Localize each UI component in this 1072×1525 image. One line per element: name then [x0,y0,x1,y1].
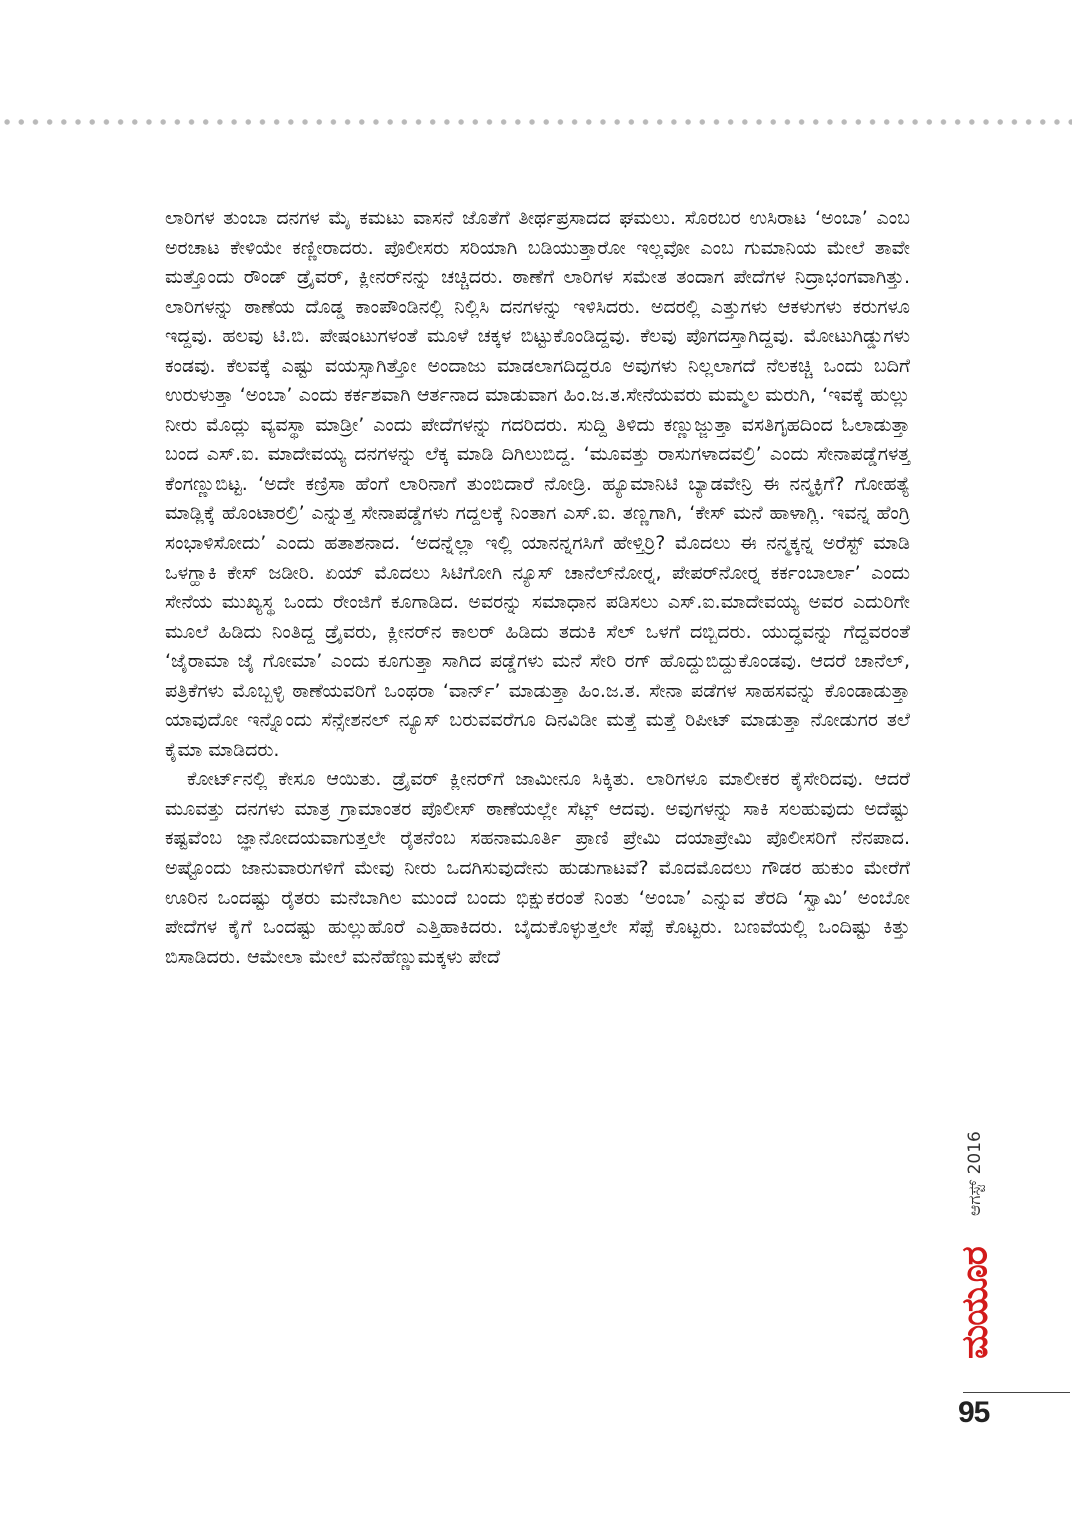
magazine-sidebar [952,1126,998,1372]
footer-rule [963,1392,1070,1393]
paragraph-1: ಲಾರಿಗಳ ತುಂಬಾ ದನಗಳ ಮೈ ಕಮಟು ವಾಸನೆ ಜೊತೆಗೆ ತೀರ್ಥಪ್ರಸಾದದ ಘಮಲು. ಸೊರಬರ ಉಸಿರಾಟ ‘ಅಂಬಾ’ ಎಂಬ ಅರಚಾಟ ಕೇಳಿಯೇ ಕಣ್ಣೀರಾದರು. ಪೊಲೀಸರು ಸರಿಯಾಗಿ ಬಡಿಯುತ್ತಾರೋ ಇಲ್ಲವೋ ಎಂಬ ಗುಮಾನಿಯ ಮೇಲೆ ತಾವೇ ಮತ್ತೊಂದು ರೌಂಡ್ ಡ್ರೈವರ್, ಕ್ಲೀನರ್‌ನನ್ನು ಚಚ್ಚಿದರು. ಠಾಣೆಗೆ ಲಾರಿಗಳ ಸಮೇತ ತಂದಾಗ ಪೇದೆಗಳ ನಿದ್ರಾಭಂಗವಾಗಿತ್ತು. ಲಾರಿಗಳನ್ನು ಠಾಣೆಯ ದೊಡ್ಡ ಕಾಂಪೌಂಡಿನಲ್ಲಿ ನಿಲ್ಲಿಸಿ ದನಗಳನ್ನು ಇಳಿಸಿದರು. ಅದರಲ್ಲಿ ಎತ್ತುಗಳು ಆಕಳುಗಳು ಕರುಗಳೂ ಇದ್ದವು. ಹಲವು ಟಿ.ಬಿ. ಪೇಷಂಟುಗಳಂತೆ ಮೂಳೆ ಚಕ್ಕಳ ಬಿಟ್ಟುಕೊಂಡಿದ್ದವು. ಕೆಲವು ಪೊಗದಸ್ತಾಗಿದ್ದವು. ಮೋಟುಗಿಡ್ಡುಗಳು ಕಂಡವು. ಕೆಲವಕ್ಕೆ ಎಷ್ಟು ವಯಸ್ಸಾಗಿತ್ತೋ ಅಂದಾಜು ಮಾಡಲಾಗದಿದ್ದರೂ ಅವುಗಳು ನಿಲ್ಲಲಾಗದೆ ನೆಲಕಚ್ಚಿ ಒಂದು ಬದಿಗೆ ಉರುಳುತ್ತಾ ‘ಅಂಬಾ’ ಎಂದು ಕರ್ಕಶವಾಗಿ ಆರ್ತನಾದ ಮಾಡುವಾಗ ಹಿಂ.ಜ.ತ.ಸೇನೆಯವರು ಮಮ್ಮಲ ಮರುಗಿ, ‘ಇವಕ್ಕೆ ಹುಲ್ಲು ನೀರು ಮೊದ್ಲು ವ್ಯವಸ್ಥಾ ಮಾಡ್ರೀ’ ಎಂದು ಪೇದೆಗಳನ್ನು ಗದರಿದರು. ಸುದ್ದಿ ತಿಳಿದು ಕಣ್ಣುಜ್ಜುತ್ತಾ ವಸತಿಗೃಹದಿಂದ ಓಲಾಡುತ್ತಾ ಬಂದ ಎಸ್.ಐ. ಮಾದೇವಯ್ಯ ದನಗಳನ್ನು ಲೆಕ್ಕ ಮಾಡಿ ದಿಗಿಲುಬಿದ್ದ. ‘ಮೂವತ್ತು ರಾಸುಗಳಾದವಲ್ರಿ’ ಎಂದು ಸೇನಾಪಡ್ಡೆಗಳತ್ತ ಕೆಂಗಣ್ಣುಬಿಟ್ಟ. ‘ಅದೇ ಕಣ್ರಿಸಾ ಹೆಂಗೆ ಲಾರಿನಾಗೆ ತುಂಬಿದಾರೆ ನೋಡ್ರಿ. ಹ್ಯೂಮಾನಿಟಿ ಬ್ಯಾಡವೇನ್ರಿ ಈ ನನ್ಮಕ್ಳಿಗೆ? ಗೋಹತ್ಯೆ ಮಾಡ್ಲಿಕ್ಕೆ ಹೊಂಟಾರಲ್ರಿ’ ಎನ್ನುತ್ತ ಸೇನಾಪಡ್ಡೆಗಳು ಗದ್ದಲಕ್ಕೆ ನಿಂತಾಗ ಎಸ್.ಐ. ತಣ್ಣಗಾಗಿ, ‘ಕೇಸ್ ಮನೆ ಹಾಳಾಗ್ಲಿ. ಇವನ್ನ ಹೆಂಗ್ರಿ ಸಂಭಾಳಿಸೋದು’ ಎಂದು ಹತಾಶನಾದ. ‘ಅದನ್ನೆಲ್ಲಾ ಇಲ್ಲಿ ಯಾನನ್ನಗಸಿಗೆ ಹೇಳ್ತಿರ್ರಿ? ಮೊದಲು ಈ ನನ್ಮಕ್ಕನ್ನ ಅರೆಸ್ಟ್ ಮಾಡಿ ಒಳಗ್ಹಾಕಿ ಕೇಸ್ ಜಡೀರಿ. ಏಯ್ ಮೊದಲು ಸಿಟಿಗೋಗಿ ನ್ಯೂಸ್ ಚಾನೆಲ್‌ನೋರ್‍ನ, ಪೇಪರ್‌ನೋರ್‍ನ ಕರ್ಕಂಬಾರ್ಲಾ’ ಎಂದು ಸೇನೆಯ ಮುಖ್ಯಸ್ಥ ಒಂದು ರೇಂಜಿಗೆ ಕೂಗಾಡಿದ. ಅವರನ್ನು ಸಮಾಧಾನ ಪಡಿಸಲು ಎಸ್.ಐ.ಮಾದೇವಯ್ಯ ಅವರ ಎದುರಿಗೇ ಮೂಲೆ ಹಿಡಿದು ನಿಂತಿದ್ದ ಡ್ರೈವರು, ಕ್ಲೀನರ್‌ನ ಕಾಲರ್ ಹಿಡಿದು ತದುಕಿ ಸೆಲ್ ಒಳಗೆ ದಬ್ಬಿದರು. ಯುದ್ಧವನ್ನು ಗೆದ್ದವರಂತೆ ‘ಜೈರಾಮಾ ಜೈ ಗೋಮಾ’ ಎಂದು ಕೂಗುತ್ತಾ ಸಾಗಿದ ಪಡ್ಡೆಗಳು ಮನೆ ಸೇರಿ ರಗ್ ಹೊದ್ದುಬಿದ್ದುಕೊಂಡವು. ಆದರೆ ಚಾನೆಲ್, ಪತ್ರಿಕೆಗಳು ಮೊಬ್ಬಳ್ಳಿ ಠಾಣೆಯವರಿಗೆ ಒಂಥರಾ ‘ವಾರ್ನ್’ ಮಾಡುತ್ತಾ ಹಿಂ.ಜ.ತ. ಸೇನಾ ಪಡೆಗಳ ಸಾಹಸವನ್ನು ಕೊಂಡಾಡುತ್ತಾ ಯಾವುದೋ ಇನ್ನೊಂದು ಸೆನ್ಸೇಶನಲ್ ನ್ಯೂಸ್ ಬರುವವರೆಗೂ ದಿನವಿಡೀ ಮತ್ತೆ ಮತ್ತೆ ರಿಪೀಟ್ ಮಾಡುತ್ತಾ ನೋಡುಗರ ತಲೆ ಕೈಮಾ ಮಾಡಿದರು. [165,207,910,761]
page-number: 95 [958,1396,990,1429]
dotted-separator [0,114,1072,130]
paragraph-2: ಕೋರ್ಟ್‌ನಲ್ಲಿ ಕೇಸೂ ಆಯಿತು. ಡ್ರೈವರ್ ಕ್ಲೀನರ್‌ಗೆ ಜಾಮೀನೂ ಸಿಕ್ಕಿತು. ಲಾರಿಗಳೂ ಮಾಲೀಕರ ಕೈಸೇರಿದವು. ಆದರೆ ಮೂವತ್ತು ದನಗಳು ಮಾತ್ರ ಗ್ರಾಮಾಂತರ ಪೊಲೀಸ್ ಠಾಣೆಯಲ್ಲೇ ಸೆಟ್ಲ್ ಆದವು. ಅವುಗಳನ್ನು ಸಾಕಿ ಸಲಹುವುದು ಅದೆಷ್ಟು ಕಷ್ಟವೆಂಬ ಜ್ಞಾನೋದಯವಾಗುತ್ತಲೇ ರೈತನೆಂಬ ಸಹನಾಮೂರ್ತಿ ಪ್ರಾಣಿ ಪ್ರೇಮಿ ದಯಾಪ್ರೇಮಿ ಪೊಲೀಸರಿಗೆ ನೆನಪಾದ. ಅಷ್ಟೊಂದು ಜಾನುವಾರುಗಳಿಗೆ ಮೇವು ನೀರು ಒದಗಿಸುವುದೇನು ಹುಡುಗಾಟವೆ? ಮೊದಮೊದಲು ಗೌಡರ ಹುಕುಂ ಮೇರೆಗೆ ಊರಿನ ಒಂದಷ್ಟು ರೈತರು ಮನೆಬಾಗಿಲ ಮುಂದೆ ಬಂದು ಭಿಕ್ಷುಕರಂತೆ ನಿಂತು ‘ಅಂಬಾ’ ಎನ್ನುವ ತೆರದಿ ‘ಸ್ವಾಮಿ’ ಅಂಬೋ ಪೇದೆಗಳ ಕೈಗೆ ಒಂದಷ್ಟು ಹುಲ್ಲುಹೊರೆ ಎತ್ತಿಹಾಕಿದರು. ಬೈದುಕೊಳ್ಳುತ್ತಲೇ ಸೆಪ್ಪೆ ಕೊಟ್ಟರು. ಬಣವೆಯಲ್ಲಿ ಒಂದಿಷ್ಟು ಕಿತ್ತು ಬಿಸಾಡಿದರು. ಆಮೇಲಾ ಮೇಲೆ ಮನೆಹೆಣ್ಣುಮಕ್ಕಳು ಪೇದೆ [165,768,910,968]
issue-date: ಆಗಸ್ಟ್ 2016 [965,1131,985,1216]
article-body [165,204,910,972]
magazine-logo: ಮಯೂರ [954,1247,996,1359]
